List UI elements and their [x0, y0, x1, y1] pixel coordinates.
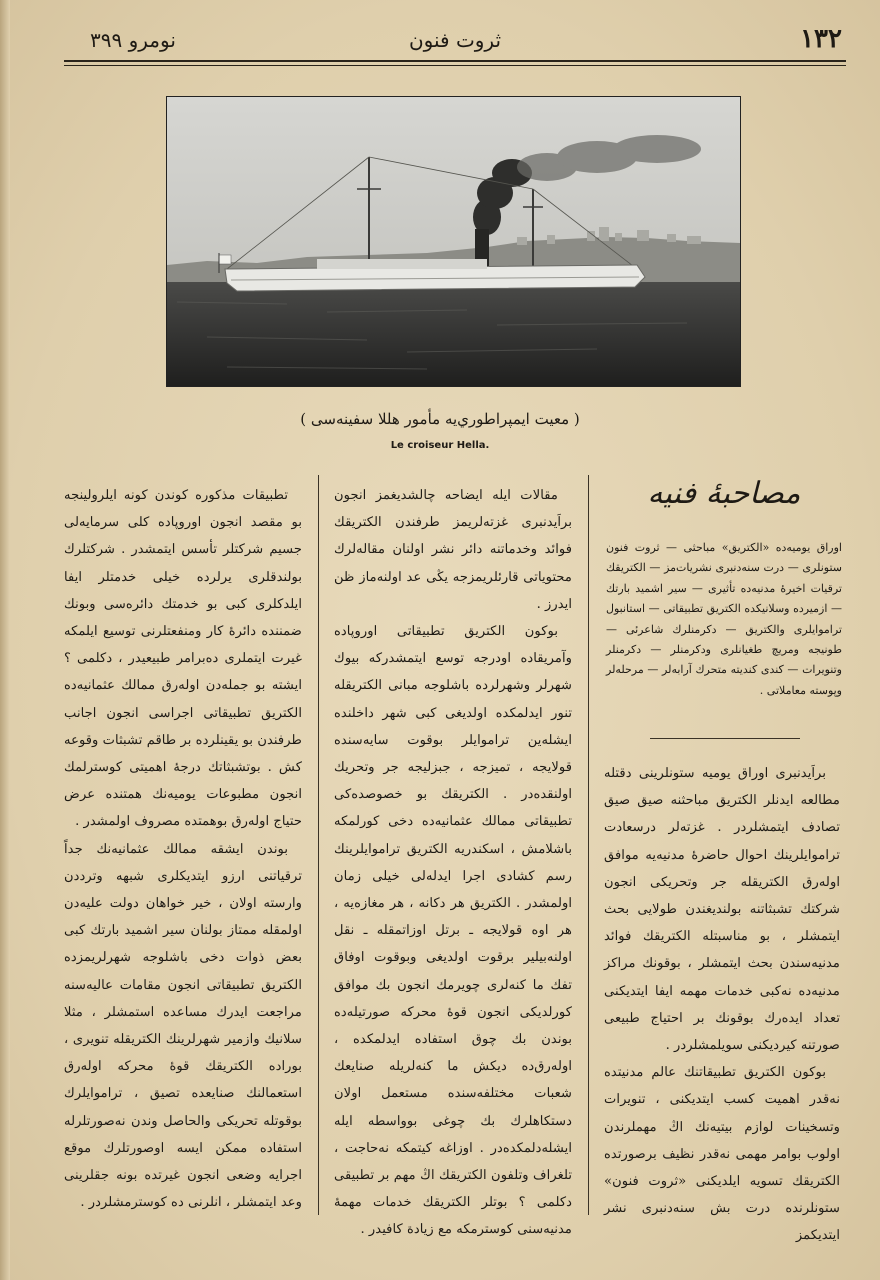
paragraph: بوندن ايشقه ممالك عثمانيه‌نك جداً ترقياتنی ارزو ايتديكلری شبهه وترددن وارسته اولان ، خير خواهان دولت عليه‌دن اولمقله ممتاز بولنان سير اشميد بارتك كبی بعض ذوات دخی باشلوجه شهرلريمزده الكتريق تطبيقاتی انجون مقامات عاليه‌سنه مراجعت ايدرك مساعده استمشلر ، مثلا سلانيك وازمير شهرلرينك الكتريقله تنويری ، بوراده الكتريقك قوهٔ محركه اوله‌رق استعمالنك صنايعده تصيق ، تراموايلرك بوقوتله تحريكی والحاصل وندن نه‌صورتلرله استفاده ممكن ايسه اوصورتلرك موقع اجرايه وضعی انجون غيرتده بونه جقلرينی وعد ايتمشلر ، انلرنی ده كوسترمشلردر .	[64, 841, 302, 1211]
paragraph: مقالات ايله ايضاحه چالشديغمز انجون براَيدنبری غزته‌لريمز طرفندن الكتريقك فوائد وخدماتنه دائر نشر اولنان مقاله‌لرك محتوياتی قارئلريمزجه يڭی عد اولنه‌ماز ظن ايدرز .	[334, 488, 572, 612]
page-number: ١٣٢	[800, 24, 842, 54]
page-binding-edge	[0, 0, 10, 1280]
ship-photograph	[166, 96, 741, 387]
article-summary: اوراق يوميه‌ده «الكتريق» مباحثی — ثروت فنون ستونلری — درت سنه‌دنبری نشريات‌مز — الكتريقك ترقيات اخيرهٔ مدنيه‌ده تأثيری — سير اشميد بارتك — ازميرده وسلانيكده الكتريق تطبيقاتی — استانبول تراموايلری والكتريق — دكرمنلرك شاعرئی — طونيجه ومريچ طغيانلری ودكرمنلر — دكرمنلر وتنويرات — كندی كنديته متحرك آرابه‌لر — مرحله‌لر وپوسته معاملاتی .	[606, 541, 842, 697]
photo-caption-ottoman: ( معيت ايمپراطوري‌يه مأمور هللا سفينه‌سی )	[300, 410, 580, 428]
column-divider-left	[318, 475, 319, 1215]
article-heading	[606, 476, 842, 532]
article-heading-text: مصاحبهٔ فنيه	[647, 476, 801, 511]
header-rule-thin	[64, 65, 846, 66]
paragraph: تطبيقات مذكوره كوندن كونه ايلرولينجه بو مقصد انجون اوروپاده كلی سرمايه‌لی جسيم شركتلر تأسس ايتمشدر . شركتلرك بولندقلری يرلرده خيلی خدمتلر ايفا ايلدكلری كبی بو خدمتك دائره‌سی وبونك ضمننده دائرهٔ كار ومنفعتلرنی توسيع ايلمكه غيرت ايتملری ده‌برامر طبيعيدر ، دكلمی ؟ ايشته بو جمله‌دن اوله‌رق ممالك عثمانيه‌ده الكتريق تطبيقاتی اجراسی انجون اجانب طرفندن بو يقينلرده بر طاقم تشبثات وقوعه كش . بوتشبثاتك درجهٔ اهميتی كوسترلمك انجون مطبوعات يوميه‌نك همتنده عرض حتياج اوله‌رق بوهمتده مصروف اولمشدر .	[64, 488, 302, 830]
issue-number: نومرو ٣٩٩	[90, 28, 176, 52]
text-column-left	[64, 482, 302, 1216]
text-column-right	[604, 760, 840, 1250]
column-divider-right	[588, 475, 589, 1215]
page-header	[64, 22, 846, 60]
photo-caption-french: Le croiseur Hella.	[390, 440, 490, 451]
header-rule-thick	[64, 60, 846, 62]
summary-divider	[650, 738, 800, 739]
journal-title: ثروت فنون	[408, 28, 502, 52]
text-column-middle	[334, 482, 572, 1244]
paragraph: بوكون الكتريق تطبيقاتنك عالم مدنيتده نه‌قدر اهميت كسب ايتديكنی ، تنويرات وتسخينات لوازم بيتيه‌نك اڭ مهملرندن اولوب بوامر مهمی نه‌قدر نظيف برصورتده الكتريقك تسويه ايلديكنی «ثروت فنون» ستونلرنده درت بش سنه‌دنبری نشر ايتديكمز	[604, 1065, 840, 1244]
paragraph: براَيدنبری اوراق يوميه ستونلرينی دقتله مطالعه ايدنلر الكتريق مباحثنه صيق صيق تصادف ايتمشلردر . غزته‌لر درسعادت تراموايلرينك احوال حاضرهٔ مدنيه‌يه موافق اولەرق الكتريقله جر وتحريكی انجون شركتك تشبثاتنه بولنديغندن طولايی بحث ايتمشلر ، بو مناسبتله الكتريقك فوائد مدنيه‌سندن بحث ايتمشلر ، بوقونك مراكز مدنيه‌ده نه‌كبی خدمات مهمه ايفا ايتديكنی تعداد ايده‌رك بوقونك بر احتياج طبيعی صورتنه كيرديكنی سويلمشلردر .	[604, 766, 840, 1054]
paragraph: بوكون الكتريق تطبيقاتی اوروپاده وآمريقاده اودرجه توسع ايتمشدركه بيوك شهرلر وشهرلرده باشلوجه مبانی الكتريقله تنور ايدلمكده اولديغی كبی شهر داخلنده ايشله‌ين تراموايلر بوقوت سايه‌سنده قولايجه ، تميزجه ، جبزليجه جر وتحريك اولنقده‌در . الكتريقك بو خصوصده‌كی تطبيقاتی ممالك عثمانيه‌ده دخی كورلمكه باشلامش ، اسكندريه الكتريق تراموايلرينك رسم كشادی اجرا ايدلەلی خيلی زمان اولمشدر . الكتريق هر دكانه ، هر مغازه‌يه ، هر اوه قولايجه ـ برتل اوزاتمقله ـ نقل اولنه‌بيلير برقوت اولديغی وبوقوت اوفاق تفك ما كنه‌لری چويرمك انجون بك موافق كورلديكی انجون قوهٔ محركه صورتيله‌ده بوندن بك چوق استفاده ايدلمكده ، اولەرق‌ده ديكش ما كنه‌لريله صنايعك شعبات مختلفه‌سنده مستعمل اولان دستكاهلرك بك چوغی بوواسطه ايله ايشله‌دلمكده‌در . اوزاغه كيتمكه نه‌حاجت ، تلغراف وتلفون الكتريقك اڭ مهم بر تطبيقی دكلمی ؟ بوتلر الكتريقك خدمات مهمهٔ مدنيه‌سنی كوسترمكه مع زيادة كافيدر .	[334, 624, 572, 1238]
